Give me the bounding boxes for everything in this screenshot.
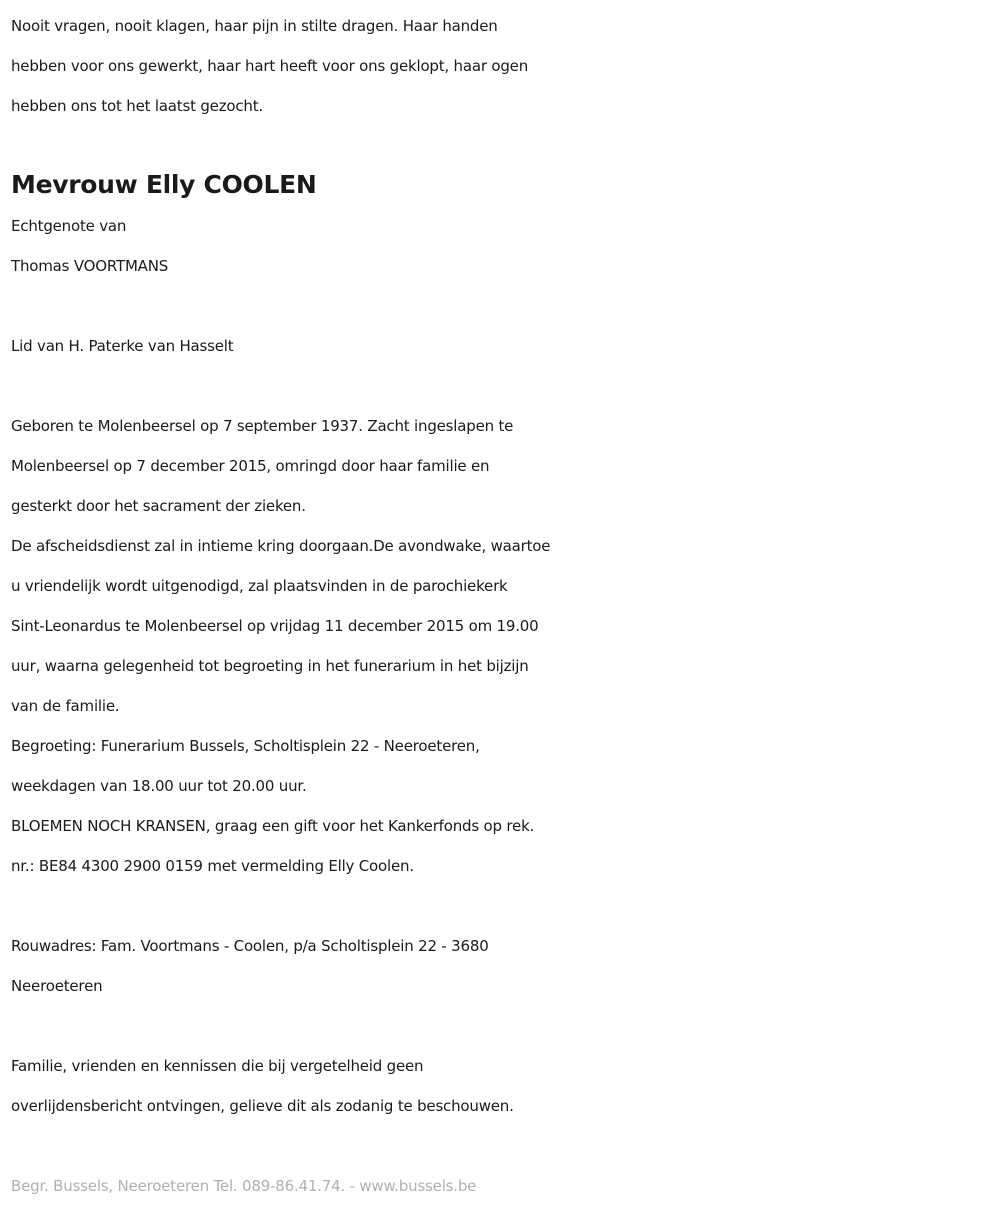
details-line: Geboren te Molenbeersel op 7 september 1937. Zacht ingeslapen te (11, 417, 514, 435)
spacer (11, 286, 991, 326)
notice-line: overlijdensbericht ontvingen, gelieve dit als zodanig te beschouwen. (11, 1097, 514, 1115)
details-line: Begroeting: Funerarium Bussels, Scholtisplein 22 - Neeroeteren, (11, 737, 480, 755)
details-line: nr.: BE84 4300 2900 0159 met vermelding Elly Coolen. (11, 857, 414, 875)
address-line: Rouwadres: Fam. Voortmans - Coolen, p/a Scholtisplein 22 - 3680 (11, 937, 489, 955)
address-line: Neeroeteren (11, 977, 103, 995)
spacer (11, 1006, 991, 1046)
details-line: uur, waarna gelegenheid tot begroeting in het funerarium in het bijzijn (11, 657, 529, 675)
details-line: De afscheidsdienst zal in intieme kring doorgaan.De avondwake, waartoe (11, 537, 551, 555)
details-block (11, 406, 991, 886)
spouse-name: Thomas VOORTMANS (11, 257, 169, 275)
membership-text: Lid van H. Paterke van Hasselt (11, 337, 234, 355)
spacer (11, 886, 991, 926)
motto-block (11, 6, 991, 126)
details-line: Sint-Leonardus te Molenbeersel op vrijdag 11 december 2015 om 19.00 (11, 617, 539, 635)
notice-block (11, 1046, 991, 1126)
obituary-notice (11, 6, 991, 1206)
relation-label: Echtgenote van (11, 217, 127, 235)
motto-line: hebben voor ons gewerkt, haar hart heeft voor ons geklopt, haar ogen (11, 57, 529, 75)
notice-line: Familie, vrienden en kennissen die bij vergetelheid geen (11, 1057, 424, 1075)
spacer (11, 366, 991, 406)
motto-line: Nooit vragen, nooit klagen, haar pijn in stilte dragen. Haar handen (11, 17, 498, 35)
spacer (11, 1126, 991, 1166)
deceased-name: Mevrouw Elly COOLEN (11, 170, 317, 199)
details-line: van de familie. (11, 697, 120, 715)
details-line: weekdagen van 18.00 uur tot 20.00 uur. (11, 777, 307, 795)
details-line: BLOEMEN NOCH KRANSEN, graag een gift voor het Kankerfonds op rek. (11, 817, 535, 835)
spacer (11, 126, 991, 163)
funeral-home-footer: Begr. Bussels, Neeroeteren Tel. 089-86.41.74. - www.bussels.be (11, 1177, 477, 1195)
details-line: u vriendelijk wordt uitgenodigd, zal plaatsvinden in de parochiekerk (11, 577, 508, 595)
details-line: gesterkt door het sacrament der zieken. (11, 497, 306, 515)
motto-line: hebben ons tot het laatst gezocht. (11, 97, 263, 115)
details-line: Molenbeersel op 7 december 2015, omringd door haar familie en (11, 457, 490, 475)
mourning-address (11, 926, 991, 1006)
